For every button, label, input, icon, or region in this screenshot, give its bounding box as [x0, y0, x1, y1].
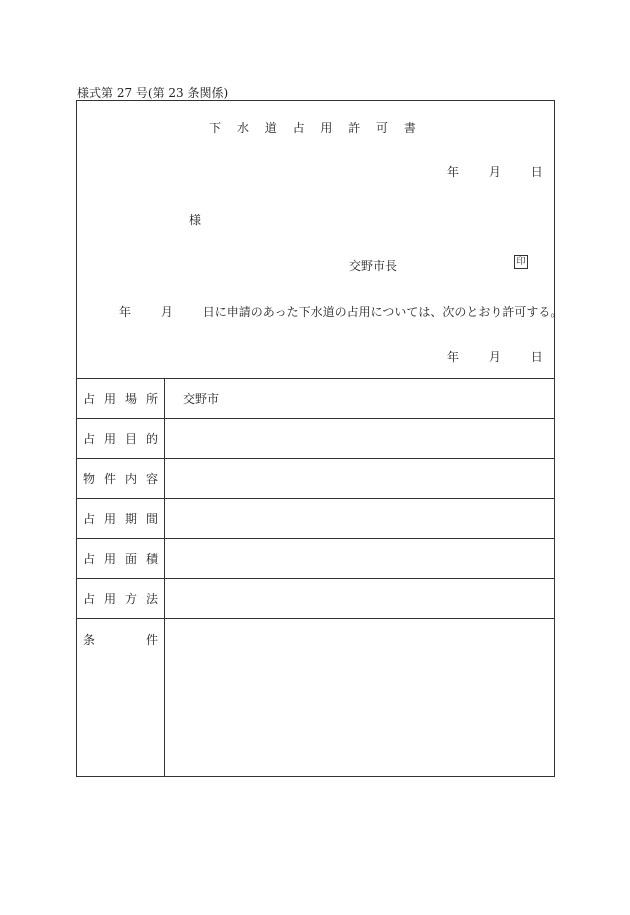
body-text: 日に申請のあった下水道の占用については、次のとおり許可する。: [202, 305, 563, 319]
row-purpose: [77, 418, 554, 458]
issuer-name: 交野市長: [349, 259, 398, 273]
row-label: 占 用 場 所: [77, 379, 165, 418]
row-value: [165, 579, 554, 618]
permit-form: [76, 100, 563, 777]
row-label: 占 用 方 法: [77, 579, 165, 618]
row-value: 交野市: [183, 392, 220, 406]
month-label: 月: [488, 165, 501, 179]
document-title: 下 水 道 占 用 許 可 書: [209, 121, 422, 135]
addressee-suffix: 様: [189, 213, 202, 227]
details-table: [77, 378, 554, 777]
row-value: [165, 499, 554, 538]
row-location: [77, 378, 554, 418]
row-value: [165, 419, 554, 458]
year-label: 年: [447, 350, 460, 364]
row-value: [165, 619, 554, 777]
row-period: [77, 498, 554, 538]
row-label: 物 件 内 容: [77, 459, 165, 498]
form-number: 様式第 27 号(第 23 条関係): [77, 86, 229, 100]
row-label: 占 用 期 間: [77, 499, 165, 538]
row-label: 占 用 面 積: [77, 539, 165, 578]
row-label: 占 用 目 的: [77, 419, 165, 458]
issue-date-bottom: [447, 348, 543, 365]
year-label: 年: [447, 165, 460, 179]
row-area: [77, 538, 554, 578]
row-conditions: [77, 618, 554, 777]
row-method: [77, 578, 554, 618]
day-label: 日: [530, 165, 543, 179]
month-label: 月: [488, 350, 501, 364]
body-month: 月: [160, 305, 173, 319]
body-year: 年: [119, 305, 132, 319]
row-contents: [77, 458, 554, 498]
row-value: [165, 459, 554, 498]
day-label: 日: [530, 350, 543, 364]
issue-date-top: [447, 163, 543, 180]
row-label: 条 件: [77, 619, 165, 777]
permit-statement: [119, 303, 562, 320]
row-value: [165, 539, 554, 578]
seal-mark: 印: [514, 255, 528, 269]
